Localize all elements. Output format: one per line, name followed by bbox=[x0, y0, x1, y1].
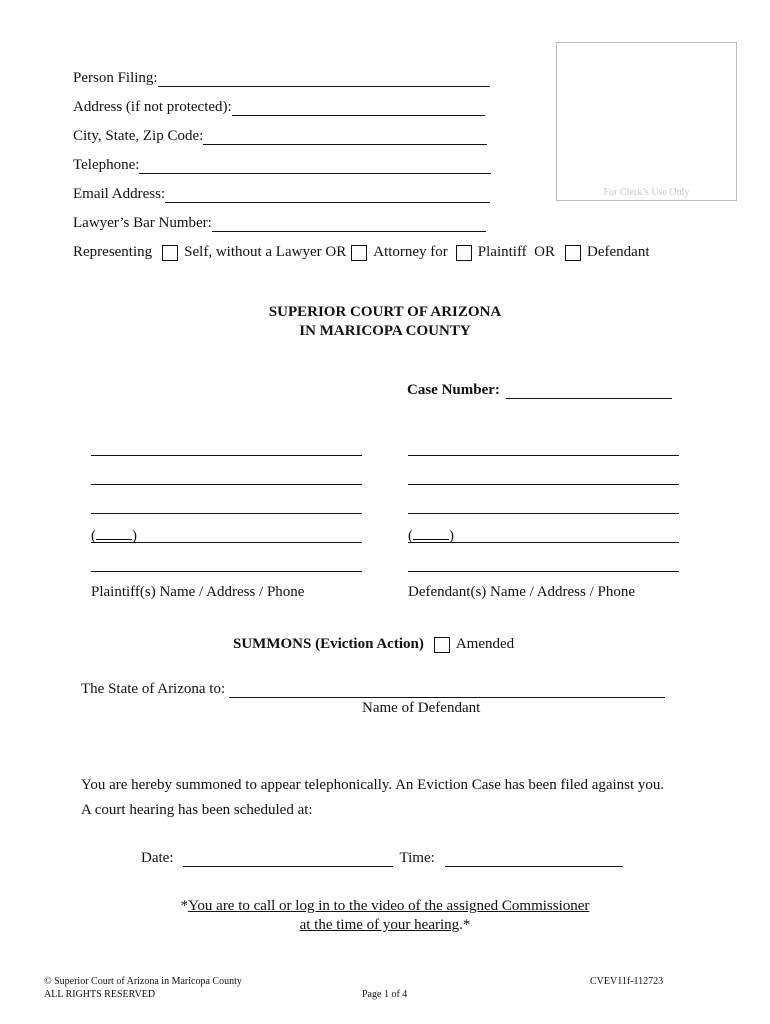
footer-form-code: CVEV11f-112723 bbox=[590, 976, 664, 987]
telephone-label: Telephone: bbox=[73, 157, 140, 173]
defendant-line-1[interactable] bbox=[408, 455, 679, 456]
clerk-use-box bbox=[556, 42, 737, 201]
bar-number-field[interactable] bbox=[212, 218, 486, 232]
court-county: IN MARICOPA COUNTY bbox=[299, 323, 471, 339]
person-filing-field[interactable] bbox=[158, 73, 490, 87]
plaintiff-phone-area: ( ) bbox=[91, 528, 137, 544]
clerk-use-label: For Clerk’s Use Only bbox=[603, 187, 690, 198]
defendant-name-field[interactable] bbox=[229, 684, 665, 698]
name-of-defendant-caption: Name of Defendant bbox=[362, 700, 481, 716]
telephone-row bbox=[73, 157, 491, 174]
plaintiff-label: Plaintiff OR bbox=[477, 244, 556, 260]
telephone-field[interactable] bbox=[139, 160, 491, 174]
state-to-row bbox=[81, 681, 665, 698]
defendant-phone-line[interactable] bbox=[408, 542, 679, 543]
date-field[interactable] bbox=[183, 853, 393, 867]
email-label: Email Address: bbox=[73, 186, 166, 202]
plaintiff-checkbox[interactable] bbox=[456, 245, 472, 261]
bar-number-label: Lawyer’s Bar Number: bbox=[73, 215, 212, 231]
summons-body-line-2: A court hearing has been scheduled at: bbox=[81, 802, 313, 818]
state-to-label: The State of Arizona to: bbox=[81, 681, 226, 697]
attorney-label: Attorney for bbox=[373, 244, 448, 260]
defendant-checkbox[interactable] bbox=[565, 245, 581, 261]
city-state-zip-field[interactable] bbox=[203, 131, 487, 145]
representing-row bbox=[73, 244, 649, 261]
self-label: Self, without a Lawyer OR bbox=[184, 244, 347, 260]
attorney-checkbox[interactable] bbox=[351, 245, 367, 261]
amended-checkbox[interactable] bbox=[434, 637, 450, 653]
defendant-caption: Defendant(s) Name / Address / Phone bbox=[408, 584, 636, 600]
footer-rights: ALL RIGHTS RESERVED bbox=[44, 989, 156, 1000]
defendant-label: Defendant bbox=[587, 244, 650, 260]
date-time-row bbox=[141, 850, 623, 867]
case-number-label: Case Number: bbox=[407, 382, 500, 398]
email-field[interactable] bbox=[165, 189, 490, 203]
hearing-note-line-1: *You are to call or log in to the video of the assigned Commissioner bbox=[180, 898, 590, 914]
defendant-line-5[interactable] bbox=[408, 571, 679, 572]
city-state-zip-row bbox=[73, 128, 487, 145]
representing-label: Representing bbox=[73, 244, 153, 260]
plaintiff-line-2[interactable] bbox=[91, 484, 362, 485]
defendant-line-3[interactable] bbox=[408, 513, 679, 514]
address-row bbox=[73, 99, 485, 116]
defendant-phone-area: ( ) bbox=[408, 528, 454, 544]
person-filing-row bbox=[73, 70, 490, 87]
self-checkbox[interactable] bbox=[162, 245, 178, 261]
footer-page-number: Page 1 of 4 bbox=[362, 989, 408, 1000]
city-state-zip-label: City, State, Zip Code: bbox=[73, 128, 204, 144]
address-field[interactable] bbox=[232, 102, 485, 116]
amended-label: Amended bbox=[455, 636, 515, 652]
summons-title: SUMMONS (Eviction Action) bbox=[233, 636, 424, 652]
time-label: Time: bbox=[399, 850, 435, 866]
plaintiff-caption: Plaintiff(s) Name / Address / Phone bbox=[91, 584, 305, 600]
plaintiff-phone-line[interactable] bbox=[91, 542, 362, 543]
case-number-row bbox=[407, 382, 672, 399]
defendant-line-2[interactable] bbox=[408, 484, 679, 485]
time-field[interactable] bbox=[445, 853, 623, 867]
plaintiff-line-1[interactable] bbox=[91, 455, 362, 456]
person-filing-label: Person Filing: bbox=[73, 70, 158, 86]
court-title: SUPERIOR COURT OF ARIZONA bbox=[268, 304, 502, 320]
plaintiff-line-5[interactable] bbox=[91, 571, 362, 572]
hearing-note-line-2: at the time of your hearing.* bbox=[299, 917, 471, 933]
address-label: Address (if not protected): bbox=[73, 99, 232, 115]
email-row bbox=[73, 186, 490, 203]
case-number-field[interactable] bbox=[506, 385, 672, 399]
date-label: Date: bbox=[141, 850, 174, 866]
summons-body-line-1: You are hereby summoned to appear telephonically. An Eviction Case has been filed against you. bbox=[81, 777, 665, 793]
summons-title-row bbox=[233, 636, 514, 653]
footer-copyright: © Superior Court of Arizona in Maricopa County bbox=[44, 976, 242, 987]
plaintiff-line-3[interactable] bbox=[91, 513, 362, 514]
bar-number-row bbox=[73, 215, 486, 232]
